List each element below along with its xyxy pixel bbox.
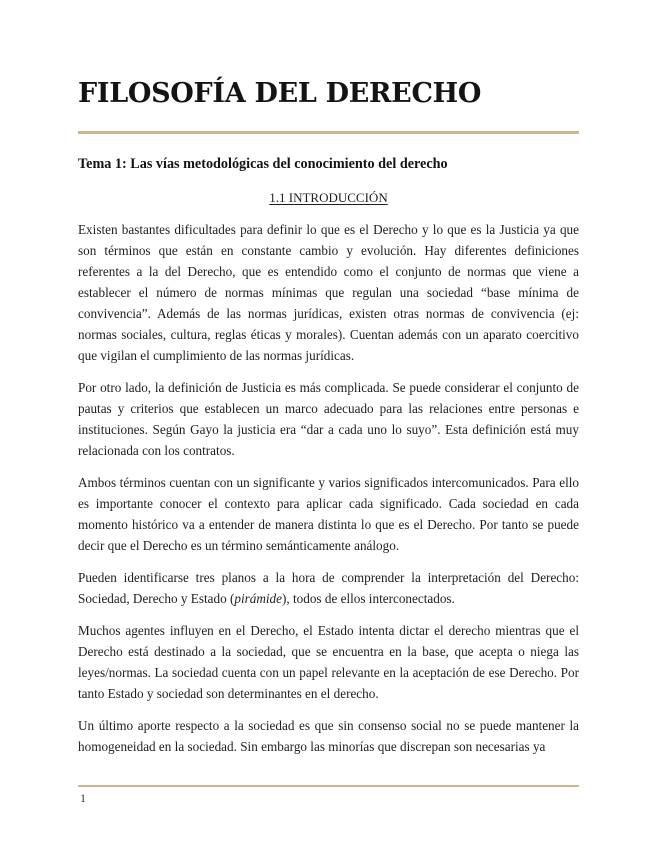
paragraph-2: Por otro lado, la definición de Justicia es más complicada. Se puede considerar el conjunto de pautas y criterios que establecen un marco adecuado para las relaciones entre personas e instituciones. Según Gayo la justicia era “dar a cada uno lo suyo”. Esta definición está muy relacionada con los contratos. [78,380,579,458]
section-heading-text: 1.1 INTRODUCCIÓN [269,190,388,205]
body-text [78,219,579,757]
section-heading [78,188,579,208]
topic-heading: Tema 1: Las vías metodológicas del conocimiento del derecho [78,156,448,172]
paragraph-3: Ambos términos cuentan con un significante y varios significados intercomunicados. Para ello es importante conocer el contexto para aplicar cada significado. Cada sociedad en cada momento histórico va a entender de manera distinta lo que es el Derecho. Por tanto se puede decir que el Derecho es un término semánticamente análogo. [78,475,579,553]
paragraph-4-end: ), todos de ellos interconectados. [282,591,455,606]
title-divider [78,131,579,134]
paragraph-4-start: Pueden identificarse tres planos a la hora de comprender la interpretación del Derecho: Sociedad, Derecho y Estado ( [78,570,579,606]
footer-divider [78,785,579,787]
page-number: 1 [80,791,86,805]
paragraph-1: Existen bastantes dificultades para definir lo que es el Derecho y lo que es la Justicia ya que son términos que están en constante cambio y evolución. Hay diferentes definiciones referentes a la del Derecho, que es entendido como el conjunto de normas que viene a establecer el número de normas mínimas que regulan una sociedad “base mínima de convivencia”. Además de las normas jurídicas, existen otras normas de convivencia (ej: normas sociales, cultura, reglas éticas y morales). Cuentan además con un aparato coercitivo que vigilan el cumplimiento de las normas jurídicas. [78,222,579,363]
document-title: FILOSOFÍA DEL DERECHO [78,78,482,109]
paragraph-4-italic: pirámide [234,591,282,606]
paragraph-6: Un último aporte respecto a la sociedad es que sin consenso social no se puede mantener la homogeneidad en la sociedad. Sin embargo las minorías que discrepan son necesarias ya [78,718,579,754]
paragraph-4 [78,567,579,609]
paragraph-5: Muchos agentes influyen en el Derecho, el Estado intenta dictar el derecho mientras que el Derecho está destinado a la sociedad, que se encuentra en la base, que acepta o niega las leyes/normas. La sociedad cuenta con un papel relevante en la aceptación de ese Derecho. Por tanto Estado y sociedad son determinantes en el derecho. [78,623,579,701]
